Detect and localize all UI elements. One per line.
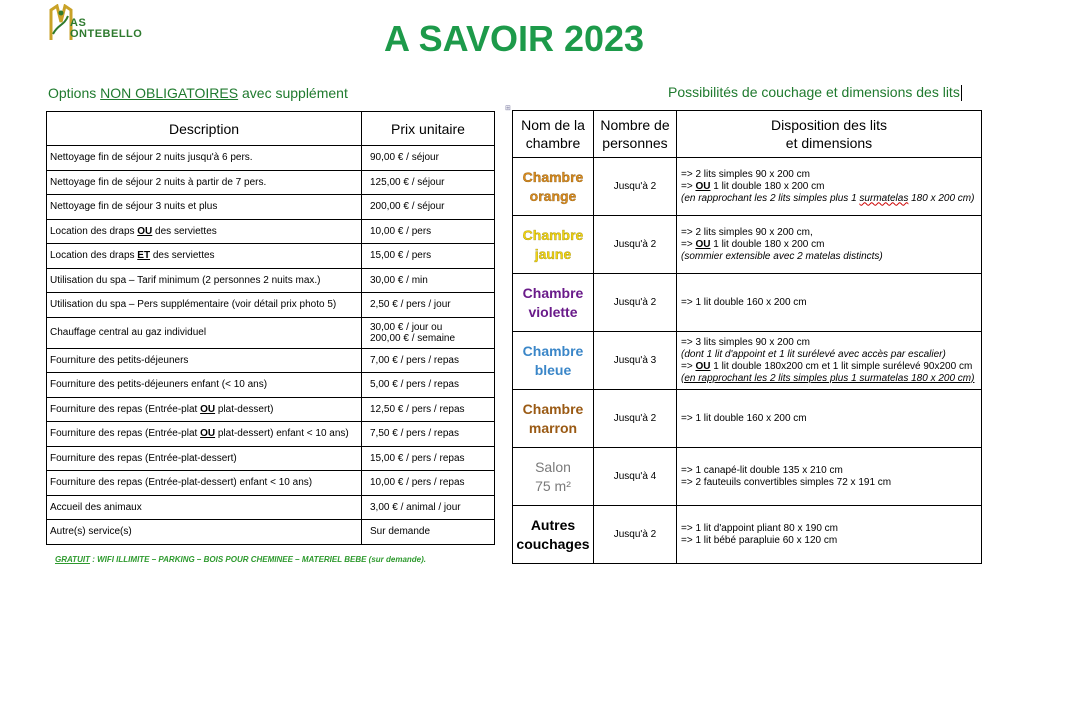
price-line: 200,00 € / semaine xyxy=(370,332,456,344)
desc-emphasis: ET xyxy=(137,250,151,262)
row-price: 30,00 € / min xyxy=(362,268,495,293)
room-capacity: Jusqu'à 3 xyxy=(594,332,677,390)
desc-part: plat-dessert) xyxy=(215,403,274,415)
row-description xyxy=(47,397,362,422)
room-capacity: Jusqu'à 2 xyxy=(594,274,677,332)
options-heading xyxy=(48,85,348,101)
row-description: Fourniture des repas (Entrée-plat-dessert) xyxy=(47,446,362,471)
desc-part: Location des draps xyxy=(50,225,138,237)
row-description: Nettoyage fin de séjour 3 nuits et plus xyxy=(47,195,362,220)
options-heading-post: avec supplément xyxy=(238,85,348,101)
room-name-line: Autres xyxy=(530,516,576,533)
col-room-line: Nom de la xyxy=(521,117,585,133)
row-price: 7,00 € / pers / repas xyxy=(362,348,495,373)
room-name xyxy=(513,390,594,448)
layout-part: => xyxy=(681,238,696,250)
room-name-line: Chambre xyxy=(522,400,584,417)
table-row xyxy=(47,195,495,220)
layout-part: => xyxy=(681,180,696,192)
desc-part: Fourniture des repas (Entrée-plat xyxy=(50,428,201,440)
room-name-line: Chambre xyxy=(522,226,584,243)
desc-emphasis: OU xyxy=(137,225,153,237)
room-name-line: marron xyxy=(528,419,578,436)
row-description: Accueil des animaux xyxy=(47,495,362,520)
free-label: GRATUIT xyxy=(55,555,90,564)
col-layout-line: et dimensions xyxy=(785,135,873,151)
table-row xyxy=(513,448,982,506)
logo-text-line1: AS xyxy=(70,17,87,29)
table-row xyxy=(47,422,495,447)
row-description xyxy=(47,422,362,447)
room-layout xyxy=(677,448,982,506)
row-description: Fourniture des petits-déjeuners xyxy=(47,348,362,373)
options-heading-pre: Options xyxy=(48,85,101,101)
row-description xyxy=(47,244,362,269)
table-row xyxy=(513,332,982,390)
room-name xyxy=(513,274,594,332)
table-row xyxy=(47,397,495,422)
free-text: : WIFI ILLIMITE – PARKING – BOIS POUR CHEMINEE – MATERIEL BEBE (sur demande). xyxy=(89,555,426,564)
table-row xyxy=(47,317,495,348)
row-description: Nettoyage fin de séjour 2 nuits jusqu'à 6 pers. xyxy=(47,146,362,171)
desc-part: Location des draps xyxy=(50,250,138,262)
beds-table xyxy=(512,110,982,564)
table-row xyxy=(47,146,495,171)
room-name xyxy=(513,216,594,274)
row-price: 7,50 € / pers / repas xyxy=(362,422,495,447)
row-price: 90,00 € / séjour xyxy=(362,146,495,171)
layout-part: 180 x 200 cm) xyxy=(908,192,975,204)
row-price: 10,00 € / pers / repas xyxy=(362,471,495,496)
row-description: Nettoyage fin de séjour 2 nuits à partir de 7 pers. xyxy=(47,170,362,195)
table-row xyxy=(513,506,982,564)
beds-table-header xyxy=(513,111,982,158)
table-row xyxy=(47,170,495,195)
layout-line: => 1 lit double 160 x 200 cm xyxy=(681,296,807,308)
page-title-text: A SAVOIR 2023 xyxy=(383,18,645,59)
layout-line: => 1 lit double 160 x 200 cm xyxy=(681,412,807,424)
layout-part: 1 lit double 180 x 200 cm xyxy=(710,238,825,250)
room-name-line: Chambre xyxy=(522,168,584,185)
row-description: Chauffage central au gaz individuel xyxy=(47,317,362,348)
row-price: 15,00 € / pers xyxy=(362,244,495,269)
options-heading-emphasis: NON OBLIGATOIRES xyxy=(100,85,239,101)
room-name-line: Salon xyxy=(535,458,571,475)
table-row xyxy=(47,268,495,293)
desc-part: des serviettes xyxy=(152,225,217,237)
room-name xyxy=(513,506,594,564)
room-capacity: Jusqu'à 2 xyxy=(594,390,677,448)
room-layout xyxy=(677,506,982,564)
row-description xyxy=(47,219,362,244)
layout-line: => 1 canapé-lit double 135 x 210 cm xyxy=(681,464,843,476)
layout-line: => 3 lits simples 90 x 200 cm xyxy=(681,336,810,348)
room-capacity: Jusqu'à 2 xyxy=(594,506,677,564)
room-name xyxy=(513,448,594,506)
table-row xyxy=(47,373,495,398)
layout-emphasis: OU xyxy=(695,360,711,372)
table-row xyxy=(47,244,495,269)
table-row xyxy=(513,158,982,216)
room-capacity: Jusqu'à 4 xyxy=(594,448,677,506)
row-description: Utilisation du spa – Tarif minimum (2 personnes 2 nuits max.) xyxy=(47,268,362,293)
row-price: Sur demande xyxy=(362,520,495,545)
layout-part: => xyxy=(681,360,696,372)
room-name xyxy=(513,158,594,216)
col-room-line: chambre xyxy=(525,135,581,151)
logo-text-line2: ONTEBELLO xyxy=(70,28,143,40)
col-persons-line: Nombre de xyxy=(600,117,670,133)
table-row xyxy=(47,471,495,496)
table-row xyxy=(47,520,495,545)
room-name-line: violette xyxy=(528,303,578,320)
room-name xyxy=(513,332,594,390)
room-name-line: Chambre xyxy=(522,284,584,301)
options-table-header xyxy=(47,112,495,146)
layout-line xyxy=(681,361,980,373)
row-price: 2,50 € / pers / jour xyxy=(362,293,495,318)
options-table xyxy=(46,111,495,545)
spellcheck-word: surmatelas xyxy=(859,192,909,204)
table-row xyxy=(47,219,495,244)
col-persons xyxy=(594,111,677,158)
table-move-handle-icon[interactable]: ⊞ xyxy=(505,105,511,112)
room-name-line: 75 m² xyxy=(535,477,571,494)
col-room xyxy=(513,111,594,158)
desc-part: plat-dessert) enfant < 10 ans) xyxy=(215,428,349,440)
row-price: 15,00 € / pers / repas xyxy=(362,446,495,471)
layout-line xyxy=(681,181,980,193)
col-unit-price: Prix unitaire xyxy=(362,112,495,146)
layout-part: 1 lit double 180 x 200 cm xyxy=(710,180,825,192)
beds-heading-text: Possibilités de couchage et dimensions des lits xyxy=(668,84,960,100)
row-price: 10,00 € / pers xyxy=(362,219,495,244)
room-capacity: Jusqu'à 2 xyxy=(594,158,677,216)
price-line: 30,00 € / jour ou xyxy=(370,321,443,333)
room-layout xyxy=(677,216,982,274)
row-price xyxy=(362,317,495,348)
row-price: 125,00 € / séjour xyxy=(362,170,495,195)
layout-line: => 2 fauteuils convertibles simples 72 x 191 cm xyxy=(681,476,892,488)
page-title xyxy=(0,18,1028,60)
row-price: 12,50 € / pers / repas xyxy=(362,397,495,422)
table-row xyxy=(513,216,982,274)
layout-emphasis: OU xyxy=(695,180,711,192)
row-description: Fourniture des petits-déjeuners enfant (< 10 ans) xyxy=(47,373,362,398)
layout-part: 1 lit double 180x200 cm et 1 lit simple surélevé 90x200 cm xyxy=(710,360,973,372)
room-layout xyxy=(677,390,982,448)
free-services-note xyxy=(55,555,426,564)
table-row xyxy=(47,495,495,520)
room-layout xyxy=(677,274,982,332)
desc-part: des serviettes xyxy=(150,250,215,262)
text-cursor xyxy=(961,85,962,101)
layout-part: (en rapprochant les 2 lits simples plus 1 xyxy=(681,192,860,204)
row-price: 5,00 € / pers / repas xyxy=(362,373,495,398)
row-description: Utilisation du spa – Pers supplémentaire (voir détail prix photo 5) xyxy=(47,293,362,318)
room-name-line: bleue xyxy=(534,361,572,378)
desc-part: Fourniture des repas (Entrée-plat xyxy=(50,403,201,415)
col-persons-line: personnes xyxy=(602,135,668,151)
room-layout xyxy=(677,158,982,216)
beds-heading xyxy=(668,84,962,101)
row-price: 200,00 € / séjour xyxy=(362,195,495,220)
desc-emphasis: OU xyxy=(200,403,216,415)
room-name-line: orange xyxy=(529,187,577,204)
table-row xyxy=(47,348,495,373)
col-layout-line: Disposition des lits xyxy=(771,117,887,133)
layout-line xyxy=(681,193,980,205)
room-layout xyxy=(677,332,982,390)
room-name-line: jaune xyxy=(534,245,572,262)
layout-emphasis: OU xyxy=(695,238,711,250)
row-description: Autre(s) service(s) xyxy=(47,520,362,545)
layout-line: (en rapprochant les 2 lits simples plus 1 surmatelas 180 x 200 cm) xyxy=(681,372,975,384)
room-name-line: Chambre xyxy=(522,342,584,359)
layout-line: => 1 lit bébé parapluie 60 x 120 cm xyxy=(681,534,838,546)
layout-line: => 1 lit d'appoint pliant 80 x 190 cm xyxy=(681,522,839,534)
room-name-line: couchages xyxy=(516,535,590,552)
row-description: Fourniture des repas (Entrée-plat-dessert) enfant < 10 ans) xyxy=(47,471,362,496)
row-price: 3,00 € / animal / jour xyxy=(362,495,495,520)
layout-line: => 2 lits simples 90 x 200 cm, xyxy=(681,226,813,238)
table-row xyxy=(513,274,982,332)
room-capacity: Jusqu'à 2 xyxy=(594,216,677,274)
layout-line: => 2 lits simples 90 x 200 cm xyxy=(681,168,810,180)
table-row xyxy=(513,390,982,448)
col-layout xyxy=(677,111,982,158)
layout-line: (dont 1 lit d'appoint et 1 lit surélevé avec accès par escalier) xyxy=(681,348,946,360)
desc-emphasis: OU xyxy=(200,428,216,440)
layout-line: (sommier extensible avec 2 matelas distincts) xyxy=(681,250,883,262)
col-description: Description xyxy=(47,112,362,146)
table-row xyxy=(47,293,495,318)
table-row xyxy=(47,446,495,471)
layout-line xyxy=(681,239,980,251)
